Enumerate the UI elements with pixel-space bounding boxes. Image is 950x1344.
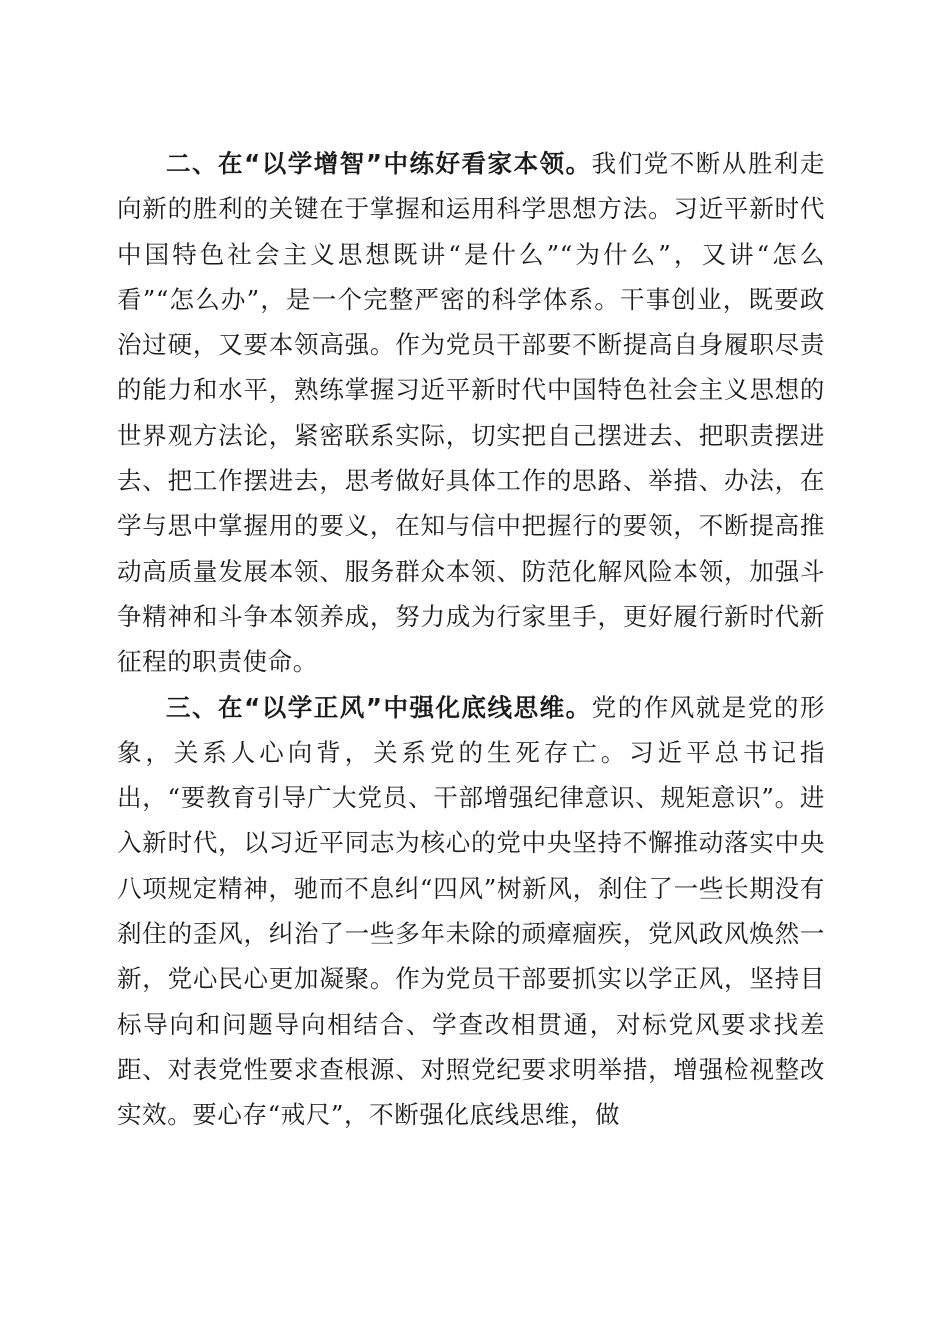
section-three-body: 党的作风就是党的形象，关系人心向背，关系党的生死存亡。习近平总书记指出，“要教育引导广大党员、干部增强纪律意识、规矩意识”。进入新时代，以习近平同志为核心的党中央坚持不懈推动落实中央八项规定精神，驰而不息纠“四风”树新风，刹住了一些长期没有刹住的歪风，纠治了一些多年未除的顽瘴痼疾，党风政风焕然一新，党心民心更加凝聚。作为党员干部要抓实以学正风，坚持目标导向和问题导向相结合、学查改相贯通，对标党风要求找差距、对表党性要求查根源、对照党纪要求明举措，增强检视整改实效。要心存“戒尺”，不断强化底线思维，做 [117, 692, 825, 1130]
document-page [117, 141, 825, 1138]
paragraph-section-three [117, 685, 825, 1138]
section-two-body: 我们党不断从胜利走向新的胜利的关键在于掌握和运用科学思想方法。习近平新时代中国特色社会主义思想既讲“是什么”“为什么”，又讲“怎么看”“怎么办”，是一个完整严密的科学体系。干事创业，既要政治过硬，又要本领高强。作为党员干部要不断提高自身履职尽责的能力和水平，熟练掌握习近平新时代中国特色社会主义思想的世界观方法论，紧密联系实际，切实把自己摆进去、把职责摆进去、把工作摆进去，思考做好具体工作的思路、举措、办法，在学与思中掌握用的要义，在知与信中把握行的要领，不断提高推动高质量发展本领、服务群众本领、防范化解风险本领，加强斗争精神和斗争本领养成，努力成为行家里手，更好履行新时代新征程的职责使命。 [117, 149, 825, 677]
paragraph-section-two [117, 141, 825, 685]
section-two-heading: 二、在“以学增智”中练好看家本领。 [166, 149, 592, 178]
section-three-heading: 三、在“以学正风”中强化底线思维。 [166, 692, 592, 722]
